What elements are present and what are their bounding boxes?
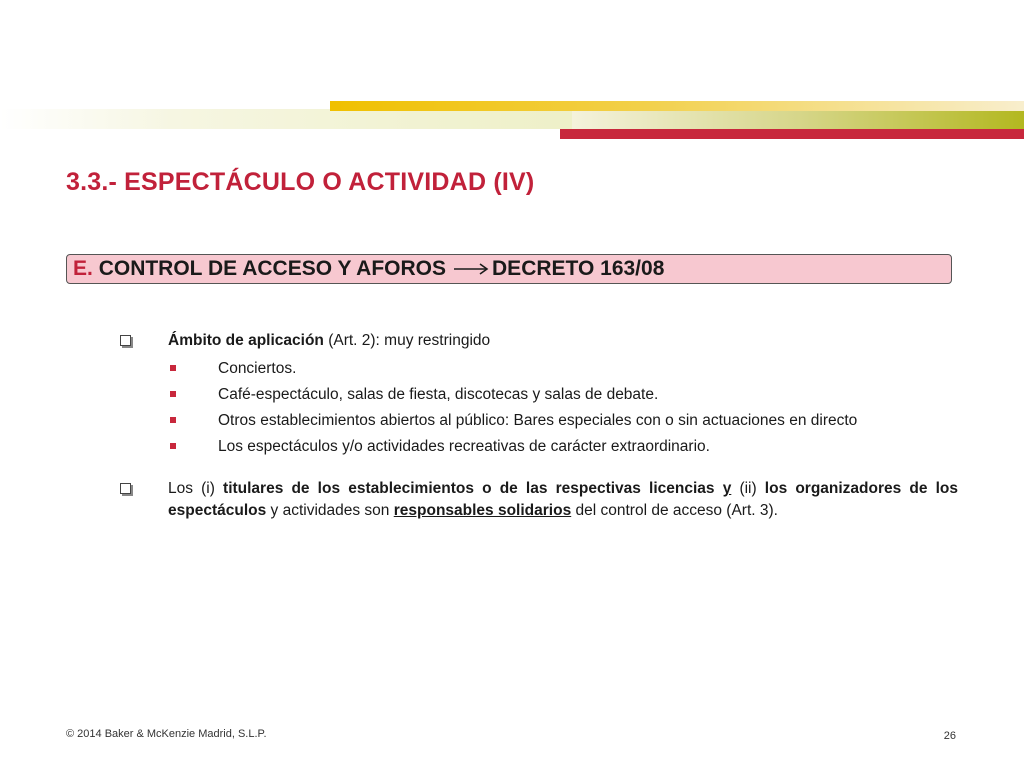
checkbox-bullet-icon [120,335,131,346]
item-label: Ámbito de aplicación [168,332,324,349]
slide-content [118,330,958,522]
paragraph-underlined-and: y [722,480,732,497]
square-bullet-icon [170,391,176,397]
header-band-olive [572,111,1024,129]
sub-list [168,356,958,460]
header-band-gold [330,101,1024,111]
paragraph-bold-organizers: los organizadores de los espectáculos [168,480,959,519]
paragraph-text: Los (i) [168,480,224,497]
paragraph-text: del control de acceso (Art. 3). [571,502,778,519]
sub-item-text: Otros establecimientos abiertos al público: Bares especiales con o sin actuaciones en directo [218,412,858,429]
checkbox-bullet-icon [120,483,131,494]
page-number: 26 [943,730,956,742]
paragraph-text [715,480,723,497]
sub-list-item [118,356,958,382]
sub-list-item [118,382,958,408]
paragraph-text: (ii) [731,480,765,497]
header-band-red [560,129,1024,139]
sub-item-text: Los espectáculos y/o actividades recreativas de carácter extraordinario. [218,438,710,455]
section-reference: DECRETO 163/08 [492,257,665,280]
section-letter: E. [73,257,93,280]
arrow-right-icon [454,262,490,276]
paragraph-text: y actividades son [266,502,394,519]
slide-title: 3.3.- ESPECTÁCULO O ACTIVIDAD (IV) [66,168,535,196]
list-item-responsibility [118,478,958,522]
sub-list-item [118,434,958,460]
square-bullet-icon [170,443,176,449]
section-heading: CONTROL DE ACCESO Y AFOROS [98,257,447,280]
footer-copyright: © 2014 Baker & McKenzie Madrid, S.L.P. [66,728,267,740]
item-text: (Art. 2): muy restringido [323,332,491,349]
square-bullet-icon [170,417,176,423]
paragraph-bold-holders: titulares de los establecimientos o de las respectivas licencias [223,480,715,497]
paragraph-underlined-responsible: responsables solidarios [393,502,572,519]
square-bullet-icon [170,365,176,371]
list-item-scope [118,330,958,460]
sub-item-text: Conciertos. [218,360,297,377]
sub-item-text: Café-espectáculo, salas de fiesta, discotecas y salas de debate. [218,386,659,403]
sub-list-item [118,408,958,434]
header-band-left [0,109,572,129]
section-heading-box [66,254,952,284]
